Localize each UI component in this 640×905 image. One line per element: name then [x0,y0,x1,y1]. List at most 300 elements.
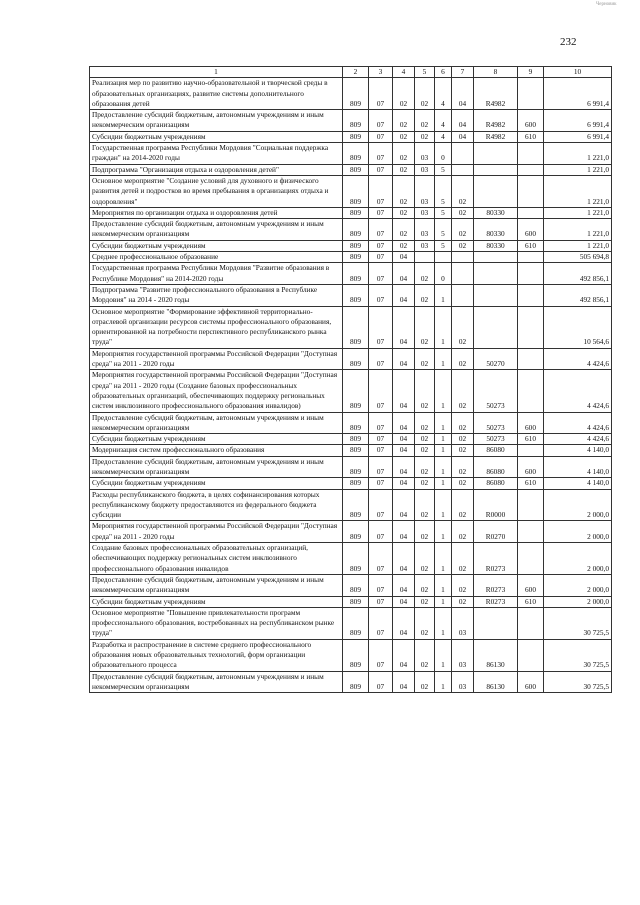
column-header: 1 [90,67,343,78]
row-name-cell: Мероприятия государственной программы Российской Федерации "Доступная среда" на 2011 - 2020 годы [90,521,343,543]
target-item-cell: R0273 [474,596,518,607]
activity-code-cell: 04 [452,110,474,132]
amount-cell: 30 725,5 [544,639,612,671]
activity-code-cell: 02 [452,370,474,412]
target-item-cell: R4982 [474,110,518,132]
expense-type-cell [518,78,544,110]
chapter-code-cell: 809 [343,263,369,285]
subprogram-code-cell [435,252,452,263]
section-code-cell: 07 [369,131,393,142]
section-code-cell: 07 [369,252,393,263]
activity-code-cell: 02 [452,219,474,241]
section-code-cell: 07 [369,143,393,165]
subprogram-code-cell: 0 [435,263,452,285]
row-name-cell: Основное мероприятие "Создание условий для духовного и физического развития детей и подростков во время пребывания в организациях отдыха и оздоровления" [90,175,343,207]
row-name-cell: Мероприятия государственной программы Российской Федерации "Доступная среда" на 2011 - 2020 годы (Создание базовых профессиональных образовательных организаций, обеспечивающих поддержку региональных систем инклюзивного профессионального образования инвалидов) [90,370,343,412]
chapter-code-cell: 809 [343,543,369,575]
program-code-cell: 03 [415,219,435,241]
row-name-cell: Расходы республиканского бюджета, в целях софинансирования которых республиканскому бюджету предоставляются из федерального бюджета субсидии [90,489,343,521]
section-code-cell: 07 [369,574,393,596]
table-row [90,478,612,489]
section-code-cell: 07 [369,263,393,285]
table-row [90,263,612,285]
activity-code-cell: 02 [452,543,474,575]
target-item-cell: R0000 [474,489,518,521]
subprogram-code-cell: 1 [435,434,452,445]
program-code-cell: 02 [415,543,435,575]
activity-code-cell: 02 [452,434,474,445]
chapter-code-cell: 809 [343,639,369,671]
program-code-cell [415,252,435,263]
activity-code-cell: 02 [452,596,474,607]
expense-type-cell: 600 [518,456,544,478]
section-code-cell: 07 [369,164,393,175]
table-row [90,543,612,575]
section-code-cell: 07 [369,348,393,370]
activity-code-cell: 02 [452,207,474,218]
column-header: 6 [435,67,452,78]
row-name-cell: Предоставление субсидий бюджетным, автономным учреждениям и иным некоммерческим организациям [90,574,343,596]
table-row [90,456,612,478]
subprogram-code-cell: 1 [435,574,452,596]
amount-cell: 1 221,0 [544,240,612,251]
amount-cell: 492 856,1 [544,284,612,306]
amount-cell: 1 221,0 [544,175,612,207]
subprogram-code-cell: 4 [435,131,452,142]
activity-code-cell [452,252,474,263]
chapter-code-cell: 809 [343,143,369,165]
target-item-cell: 50273 [474,370,518,412]
section-code-cell: 07 [369,306,393,348]
expense-type-cell [518,489,544,521]
chapter-code-cell: 809 [343,219,369,241]
target-item-cell: 80330 [474,207,518,218]
subsection-code-cell: 02 [393,175,415,207]
expense-type-cell: 610 [518,240,544,251]
subsection-code-cell: 04 [393,478,415,489]
program-code-cell: 03 [415,207,435,218]
program-code-cell: 02 [415,348,435,370]
target-item-cell: R0273 [474,543,518,575]
subsection-code-cell: 02 [393,207,415,218]
program-code-cell: 02 [415,306,435,348]
program-code-cell: 03 [415,143,435,165]
row-name-cell: Субсидии бюджетным учреждениям [90,478,343,489]
row-name-cell: Реализация мер по развитию научно-образовательной и творческой среды в образовательных организациях, развитие системы дополнительного образования детей [90,78,343,110]
table-row [90,412,612,434]
row-name-cell: Государственная программа Республики Мордовия "Социальная поддержка граждан" на 2014-2020 годы [90,143,343,165]
expense-type-cell: 610 [518,131,544,142]
subsection-code-cell: 04 [393,574,415,596]
subsection-code-cell: 02 [393,143,415,165]
row-name-cell: Мероприятия по организации отдыха и оздоровления детей [90,207,343,218]
section-code-cell: 07 [369,434,393,445]
amount-cell: 4 424,6 [544,348,612,370]
subprogram-code-cell: 1 [435,348,452,370]
activity-code-cell: 03 [452,671,474,693]
target-item-cell: R4982 [474,131,518,142]
target-item-cell: R4982 [474,78,518,110]
section-code-cell: 07 [369,78,393,110]
subsection-code-cell: 02 [393,110,415,132]
expense-type-cell [518,607,544,639]
subprogram-code-cell: 1 [435,543,452,575]
table-row [90,348,612,370]
table-row [90,574,612,596]
section-code-cell: 07 [369,521,393,543]
expense-type-cell [518,252,544,263]
section-code-cell: 07 [369,219,393,241]
chapter-code-cell: 809 [343,306,369,348]
row-name-cell: Подпрограмма "Развитие профессионального образования в Республике Мордовия" на 2014 - 2020 годы [90,284,343,306]
program-code-cell: 02 [415,78,435,110]
expense-type-cell: 610 [518,478,544,489]
chapter-code-cell: 809 [343,671,369,693]
section-code-cell: 07 [369,207,393,218]
target-item-cell: 86080 [474,445,518,456]
budget-table [89,66,612,693]
chapter-code-cell: 809 [343,596,369,607]
expense-type-cell [518,370,544,412]
table-row [90,671,612,693]
target-item-cell [474,284,518,306]
subprogram-code-cell: 4 [435,110,452,132]
row-name-cell: Предоставление субсидий бюджетным, автономным учреждениям и иным некоммерческим организациям [90,671,343,693]
activity-code-cell: 02 [452,348,474,370]
expense-type-cell [518,306,544,348]
chapter-code-cell: 809 [343,489,369,521]
row-name-cell: Основное мероприятие "Формирование эффективной территориально-отраслевой организации ресурсов системы профессионального образования, ориентированной на потребности перспективного республиканского рынка труда" [90,306,343,348]
amount-cell: 2 000,0 [544,596,612,607]
subprogram-code-cell: 5 [435,240,452,251]
program-code-cell: 02 [415,110,435,132]
column-header: 2 [343,67,369,78]
target-item-cell: 80330 [474,219,518,241]
row-name-cell: Субсидии бюджетным учреждениям [90,131,343,142]
table-row [90,596,612,607]
expense-type-cell: 600 [518,671,544,693]
row-name-cell: Предоставление субсидий бюджетным, автономным учреждениям и иным некоммерческим организациям [90,412,343,434]
program-code-cell: 02 [415,521,435,543]
program-code-cell: 02 [415,284,435,306]
row-name-cell: Основное мероприятие "Повышение привлекательности программ профессионального образования, востребованных на республиканском рынке труда" [90,607,343,639]
table-row [90,489,612,521]
expense-type-cell: 600 [518,219,544,241]
column-header: 5 [415,67,435,78]
chapter-code-cell: 809 [343,456,369,478]
chapter-code-cell: 809 [343,131,369,142]
chapter-code-cell: 809 [343,434,369,445]
target-item-cell: 80330 [474,240,518,251]
table-row [90,639,612,671]
activity-code-cell: 03 [452,607,474,639]
target-item-cell: R0270 [474,521,518,543]
column-header: 8 [474,67,518,78]
section-code-cell: 07 [369,596,393,607]
amount-cell: 1 221,0 [544,207,612,218]
program-code-cell: 02 [415,596,435,607]
table-row [90,78,612,110]
chapter-code-cell: 809 [343,78,369,110]
program-code-cell: 02 [415,456,435,478]
subprogram-code-cell: 1 [435,639,452,671]
subsection-code-cell: 04 [393,671,415,693]
subsection-code-cell: 04 [393,412,415,434]
subsection-code-cell: 04 [393,607,415,639]
row-name-cell: Среднее профессиональное образование [90,252,343,263]
target-item-cell: 50273 [474,412,518,434]
chapter-code-cell: 809 [343,252,369,263]
column-header: 10 [544,67,612,78]
amount-cell: 4 140,0 [544,456,612,478]
expense-type-cell: 600 [518,574,544,596]
table-row [90,240,612,251]
subprogram-code-cell: 1 [435,521,452,543]
subsection-code-cell: 04 [393,543,415,575]
target-item-cell [474,263,518,285]
amount-cell: 4 140,0 [544,478,612,489]
subsection-code-cell: 04 [393,596,415,607]
page-number: 232 [560,36,577,48]
table-row [90,175,612,207]
table-row [90,252,612,263]
target-item-cell [474,306,518,348]
subsection-code-cell: 04 [393,306,415,348]
section-code-cell: 07 [369,671,393,693]
subsection-code-cell: 04 [393,456,415,478]
program-code-cell: 02 [415,671,435,693]
table-header-row [90,67,612,78]
chapter-code-cell: 809 [343,284,369,306]
table-row [90,607,612,639]
subsection-code-cell: 02 [393,240,415,251]
amount-cell: 1 221,0 [544,219,612,241]
chapter-code-cell: 809 [343,164,369,175]
row-name-cell: Создание базовых профессиональных образовательных организаций, обеспечивающих поддержку региональных систем инклюзивного профессионального образования инвалидов [90,543,343,575]
activity-code-cell [452,284,474,306]
table-row [90,207,612,218]
amount-cell: 4 424,6 [544,434,612,445]
expense-type-cell [518,175,544,207]
amount-cell: 6 991,4 [544,110,612,132]
amount-cell: 505 694,8 [544,252,612,263]
program-code-cell: 02 [415,607,435,639]
table-row [90,131,612,142]
row-name-cell: Подпрограмма "Организация отдыха и оздоровления детей" [90,164,343,175]
section-code-cell: 07 [369,412,393,434]
row-name-cell: Государственная программа Республики Мордовия "Развитие образования в Республике Мордовия" на 2014-2020 годы [90,263,343,285]
amount-cell: 30 725,5 [544,671,612,693]
subprogram-code-cell: 1 [435,671,452,693]
chapter-code-cell: 809 [343,370,369,412]
section-code-cell: 07 [369,445,393,456]
activity-code-cell: 04 [452,78,474,110]
amount-cell: 2 000,0 [544,489,612,521]
expense-type-cell: 610 [518,596,544,607]
corner-mark: Черновик [596,2,617,7]
row-name-cell: Предоставление субсидий бюджетным, автономным учреждениям и иным некоммерческим организациям [90,219,343,241]
target-item-cell: R0273 [474,574,518,596]
chapter-code-cell: 809 [343,574,369,596]
chapter-code-cell: 809 [343,240,369,251]
table-row [90,306,612,348]
table-row [90,219,612,241]
program-code-cell: 03 [415,240,435,251]
amount-cell: 4 140,0 [544,445,612,456]
amount-cell: 30 725,5 [544,607,612,639]
subsection-code-cell: 04 [393,284,415,306]
subsection-code-cell: 04 [393,489,415,521]
amount-cell: 4 424,6 [544,370,612,412]
program-code-cell: 02 [415,131,435,142]
chapter-code-cell: 809 [343,348,369,370]
subprogram-code-cell: 1 [435,284,452,306]
expense-type-cell: 600 [518,110,544,132]
column-header: 4 [393,67,415,78]
subsection-code-cell: 04 [393,263,415,285]
target-item-cell [474,252,518,263]
target-item-cell: 86080 [474,456,518,478]
row-name-cell: Предоставление субсидий бюджетным, автономным учреждениям и иным некоммерческим организациям [90,456,343,478]
target-item-cell [474,175,518,207]
activity-code-cell: 02 [452,240,474,251]
column-header: 3 [369,67,393,78]
program-code-cell: 02 [415,445,435,456]
row-name-cell: Субсидии бюджетным учреждениям [90,240,343,251]
section-code-cell: 07 [369,489,393,521]
subprogram-code-cell: 1 [435,412,452,434]
target-item-cell [474,143,518,165]
subprogram-code-cell: 5 [435,207,452,218]
target-item-cell: 86130 [474,639,518,671]
column-header: 9 [518,67,544,78]
subsection-code-cell: 04 [393,370,415,412]
amount-cell: 2 000,0 [544,543,612,575]
row-name-cell: Субсидии бюджетным учреждениям [90,596,343,607]
expense-type-cell: 600 [518,412,544,434]
subprogram-code-cell: 5 [435,175,452,207]
chapter-code-cell: 809 [343,445,369,456]
activity-code-cell: 04 [452,131,474,142]
subprogram-code-cell: 5 [435,164,452,175]
chapter-code-cell: 809 [343,521,369,543]
target-item-cell [474,607,518,639]
subsection-code-cell: 04 [393,252,415,263]
activity-code-cell [452,143,474,165]
amount-cell: 2 000,0 [544,521,612,543]
section-code-cell: 07 [369,240,393,251]
subprogram-code-cell: 1 [435,489,452,521]
target-item-cell: 86130 [474,671,518,693]
row-name-cell: Мероприятия государственной программы Российской Федерации "Доступная среда" на 2011 - 2020 годы [90,348,343,370]
amount-cell: 10 564,6 [544,306,612,348]
activity-code-cell: 02 [452,574,474,596]
activity-code-cell: 02 [452,306,474,348]
section-code-cell: 07 [369,607,393,639]
subsection-code-cell: 04 [393,348,415,370]
program-code-cell: 02 [415,489,435,521]
row-name-cell: Модернизация систем профессионального образования [90,445,343,456]
subprogram-code-cell: 1 [435,445,452,456]
activity-code-cell: 02 [452,412,474,434]
table-row [90,284,612,306]
program-code-cell: 02 [415,478,435,489]
target-item-cell [474,164,518,175]
row-name-cell: Субсидии бюджетным учреждениям [90,434,343,445]
section-code-cell: 07 [369,110,393,132]
activity-code-cell [452,263,474,285]
table-row [90,521,612,543]
section-code-cell: 07 [369,284,393,306]
subprogram-code-cell: 5 [435,219,452,241]
activity-code-cell: 02 [452,456,474,478]
chapter-code-cell: 809 [343,478,369,489]
section-code-cell: 07 [369,639,393,671]
target-item-cell: 50270 [474,348,518,370]
subsection-code-cell: 04 [393,639,415,671]
table-row [90,110,612,132]
section-code-cell: 07 [369,478,393,489]
expense-type-cell [518,348,544,370]
chapter-code-cell: 809 [343,412,369,434]
amount-cell: 4 424,6 [544,412,612,434]
subprogram-code-cell: 1 [435,596,452,607]
table-row [90,143,612,165]
program-code-cell: 02 [415,412,435,434]
amount-cell: 492 856,1 [544,263,612,285]
subsection-code-cell: 02 [393,164,415,175]
table-row [90,164,612,175]
subsection-code-cell: 02 [393,78,415,110]
expense-type-cell [518,207,544,218]
amount-cell: 1 221,0 [544,143,612,165]
chapter-code-cell: 809 [343,207,369,218]
activity-code-cell: 02 [452,489,474,521]
section-code-cell: 07 [369,175,393,207]
table-row [90,434,612,445]
row-name-cell: Предоставление субсидий бюджетным, автономным учреждениям и иным некоммерческим организациям [90,110,343,132]
amount-cell: 6 991,4 [544,78,612,110]
subsection-code-cell: 02 [393,131,415,142]
subprogram-code-cell: 0 [435,143,452,165]
amount-cell: 1 221,0 [544,164,612,175]
table-row [90,445,612,456]
subprogram-code-cell: 1 [435,306,452,348]
expense-type-cell [518,445,544,456]
activity-code-cell: 02 [452,478,474,489]
subsection-code-cell: 04 [393,434,415,445]
program-code-cell: 03 [415,175,435,207]
chapter-code-cell: 809 [343,607,369,639]
program-code-cell: 02 [415,639,435,671]
activity-code-cell: 02 [452,521,474,543]
activity-code-cell: 03 [452,639,474,671]
expense-type-cell [518,164,544,175]
expense-type-cell [518,521,544,543]
table-row [90,370,612,412]
expense-type-cell [518,543,544,575]
subprogram-code-cell: 1 [435,607,452,639]
target-item-cell: 50273 [474,434,518,445]
activity-code-cell: 02 [452,175,474,207]
program-code-cell: 03 [415,164,435,175]
section-code-cell: 07 [369,456,393,478]
amount-cell: 2 000,0 [544,574,612,596]
program-code-cell: 02 [415,370,435,412]
expense-type-cell [518,143,544,165]
subsection-code-cell: 04 [393,521,415,543]
section-code-cell: 07 [369,543,393,575]
